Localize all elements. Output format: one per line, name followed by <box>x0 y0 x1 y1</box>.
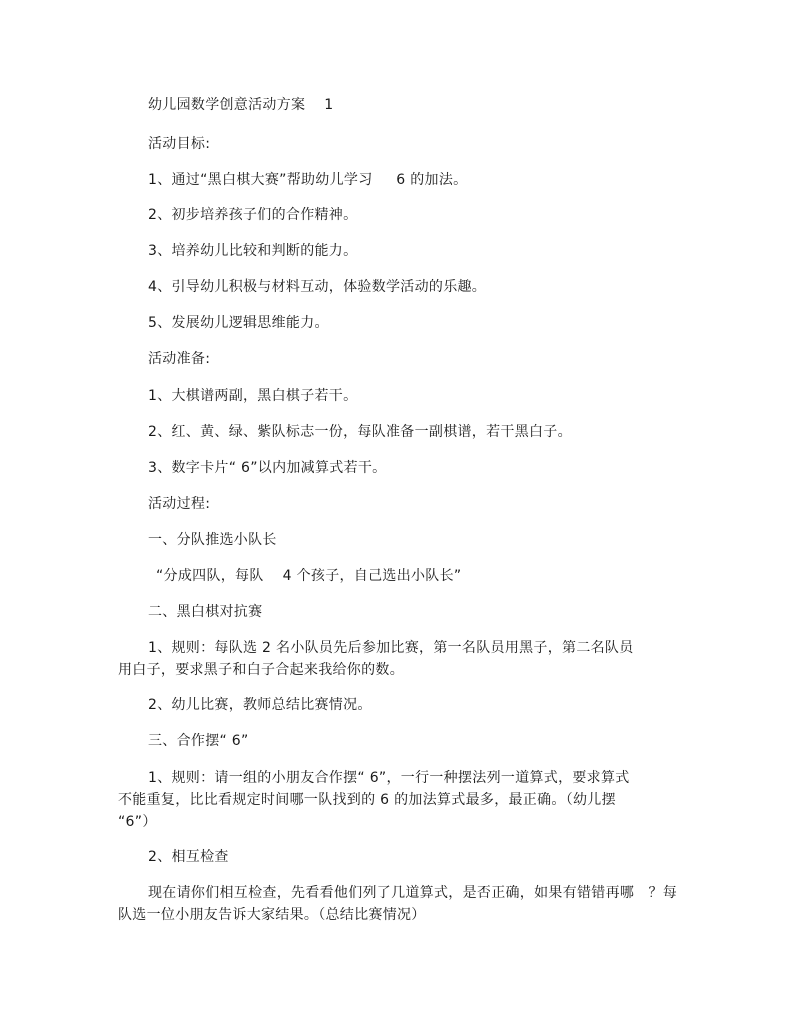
rule-text: 不能重复，比比看规定时间哪一队找到的 6 的加法算式最多，最正确。（幼儿摆 <box>118 792 616 808</box>
rule-text: “6”） <box>118 814 157 830</box>
paragraph-text: 现在请你们相互检查，先看看他们列了几道算式，是否正确，如果有错错再哪 ？每 <box>148 885 678 901</box>
section-heading: 一、分队推选小队长 <box>148 532 277 548</box>
section-heading: 三、合作摆“ 6” <box>148 733 249 749</box>
prep-item: 3、数字卡片“ 6”以内加减算式若干。 <box>148 460 387 476</box>
paragraph-text: 队选一位小朋友告诉大家结果。（总结比赛情况） <box>118 907 426 923</box>
rule-text: 用白子，要求黑子和白子合起来我给你的数。 <box>118 662 404 678</box>
list-item: 2、相互检查 <box>148 849 229 865</box>
section-quote: “分成四队，每队 4 个孩子，自己选出小队长” <box>156 568 462 584</box>
document-title: 幼儿园数学创意活动方案 1 <box>148 97 334 113</box>
goals-heading: 活动目标: <box>148 136 211 152</box>
process-heading: 活动过程: <box>148 496 211 512</box>
list-item: 2、幼儿比赛，教师总结比赛情况。 <box>148 697 372 713</box>
rule-text: 1、规则：每队选 2 名小队员先后参加比赛，第一名队员用黑子，第二名队员 <box>148 640 634 656</box>
goal-item: 5、发展幼儿逻辑思维能力。 <box>148 315 329 331</box>
goal-item: 3、培养幼儿比较和判断的能力。 <box>148 243 358 259</box>
prep-item: 2、红、黄、绿、紫队标志一份，每队准备一副棋谱，若干黑白子。 <box>148 424 572 440</box>
goal-item: 1、通过“黑白棋大赛”帮助幼儿学习 6 的加法。 <box>148 172 468 188</box>
goal-item: 4、引导幼儿积极与材料互动，体验数学活动的乐趣。 <box>148 279 487 295</box>
section-heading: 二、黑白棋对抗赛 <box>148 604 263 620</box>
prep-heading: 活动准备: <box>148 351 211 367</box>
goal-item: 2、初步培养孩子们的合作精神。 <box>148 207 358 223</box>
prep-item: 1、大棋谱两副，黑白棋子若干。 <box>148 388 358 404</box>
rule-text: 1、规则：请一组的小朋友合作摆“ 6”，一行一种摆法列一道算式，要求算式 <box>148 770 630 786</box>
